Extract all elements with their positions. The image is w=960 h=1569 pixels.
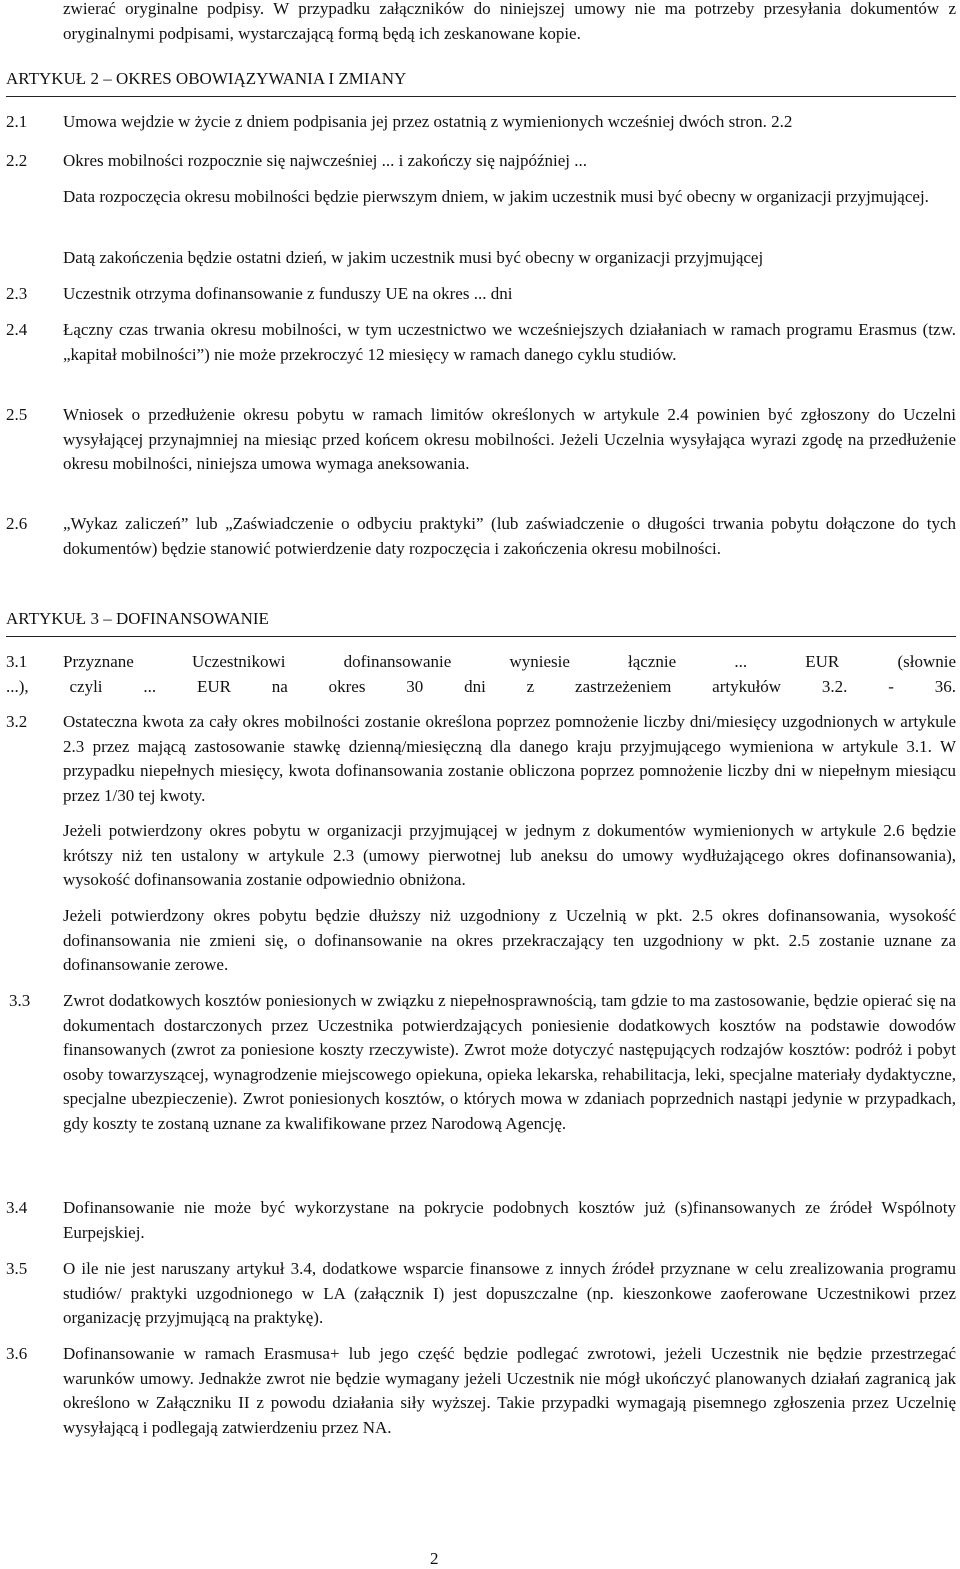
clause-number: 2.2 <box>6 151 28 170</box>
clause-text: „Wykaz zaliczeń” lub „Zaświadczenie o odbyciu praktyki” (lub zaświadczenie o długości trwania pobytu dołączone do tych dokumentów) będzie stanowić potwierdzenie daty rozpoczęcia i zakończenia okresu mobilności. <box>63 514 956 558</box>
clause-text: Dofinansowanie w ramach Erasmusa+ lub jego część będzie podlegać zwrotowi, jeżeli Uczestnik nie będzie przestrzegać warunków umowy. Jednakże zwrot nie będzie wymagany jeżeli Uczestnik nie mógł ukończyć planowanych działań zagranicą jak określono w Załączniku II z powodu działania siły wyższej. Takie przypadki wymagają pisemnego zgłoszenia przez Uczelnię wysyłającą i podlegają zatwierdzeniu przez NA. <box>63 1344 956 1437</box>
clause-number: 3.1 <box>6 652 28 671</box>
clause-number: 2.5 <box>6 405 28 424</box>
clause-text: Ostateczna kwota za cały okres mobilności zostanie określona poprzez pomnożenie liczby dni/miesięcy uzgodnionych w artykule 2.3 przez mającą zastosowanie stawkę dzienną/miesięczną dla danego kraju przyjmującego wymieniona w artykule 3.1. W przypadku niepełnych miesięcy, kwota dofinansowania zostanie obliczona poprzez pomnożenie liczby dni w niepełnym miesiącu przez 1/30 tej kwoty. <box>63 712 956 805</box>
clause-number: 3.3 <box>9 991 31 1010</box>
clause-paragraph: Jeżeli potwierdzony okres pobytu w organizacji przyjmującej w jednym z dokumentów wymienionych w artykule 2.6 będzie krótszy niż ten ustalony w artykule 2.3 (umowy pierwotnej lub aneksu do umowy wydłużającego okres dofinansowania), wysokość dofinansowania zostanie odpowiednio obniżona. <box>63 821 956 890</box>
clause-text: Uczestnik otrzyma dofinansowanie z funduszy UE na okres ... dni <box>63 284 513 303</box>
clause-number: 3.2 <box>6 712 28 731</box>
clause-text: Dofinansowanie nie może być wykorzystane na pokrycie podobnych kosztów już (s)finansowanych ze źródeł Wspólnoty Eurpejskiej. <box>63 1198 956 1242</box>
intro-text: zwierać oryginalne podpisy. W przypadku załączników do niniejszej umowy nie ma potrzeby przesyłania dokumentów z oryginalnymi podpisami, wystarczającą formą będą ich zeskanowane kopie. <box>63 0 956 43</box>
clause-number: 3.6 <box>6 1344 28 1363</box>
clause-paragraph: Jeżeli potwierdzony okres pobytu będzie dłuższy niż uzgodniony z Uczelnią w pkt. 2.5 okres dofinansowania, wysokość dofinansowania nie zmieni się, o dofinansowanie na okres przekraczający ten uzgodniony w pkt. 2.5 zostanie uznane za dofinansowanie zerowe. <box>63 906 956 975</box>
clause-text: Wniosek o przedłużenie okresu pobytu w ramach limitów określonych w artykule 2.4 powinien być zgłoszony do Uczelni wysyłającej przynajmniej na miesiąc przed końcem okresu mobilności. Jeżeli Uczelnia wysyłająca wyrazi zgodę na przedłużenie okresu mobilności, niniejsza umowa wymaga aneksowania. <box>63 405 956 474</box>
clause-number: 3.4 <box>6 1198 28 1217</box>
clause-number: 2.1 <box>6 112 28 131</box>
clause-paragraph: Datą zakończenia będzie ostatni dzień, w jakim uczestnik musi być obecny w organizacji przyjmującej <box>63 248 764 267</box>
clause-text: Zwrot dodatkowych kosztów poniesionych w związku z niepełnosprawnością, tam gdzie to ma zastosowanie, będzie opierać się na dokumentach dostarczonych przez Uczestnika potwierdzających poniesienie dodatkowych kosztów na podstawie dowodów finansowanych (zwrot za poniesione koszty rzeczywiste). Zwrot może dotyczyć następujących rodzajów kosztów: podróż i pobyt osoby towarzyszącej, wynagrodzenie miejscowego opiekuna, opieka lekarska, rehabilitacja, leki, specjalne materiały dydaktyczne, specjalne ubezpieczenie). Zwrot poniesionych kosztów, o których mowa w zdaniach poprzednich nastąpi jedynie w przypadkach, gdy koszty te zostaną uznane za kwalifikowane przez Narodową Agencję. <box>63 991 956 1133</box>
article-heading: ARTYKUŁ 2 – OKRES OBOWIĄZYWANIA I ZMIANY <box>6 67 956 97</box>
clause-number: 3.5 <box>6 1259 28 1278</box>
clause-text: O ile nie jest naruszany artykuł 3.4, dodatkowe wsparcie finansowe z innych źródeł przyznane w celu zrealizowania programu studiów/ praktyki uzgodnionego w LA (załącznik I) jest dopuszczalne (np. kieszonkowe zaoferowane Uczestnikowi przez organizację przyjmującą na praktykę). <box>63 1259 956 1328</box>
clause-number: 2.3 <box>6 284 28 303</box>
clause-text: Przyznane Uczestnikowi dofinansowanie wyniesie łącznie ... EUR (słownie ...), czyli ... EUR na okres 30 dni z zastrzeżeniem artykułów 3.2. - 36. <box>6 652 956 696</box>
clause-paragraph: Data rozpoczęcia okresu mobilności będzie pierwszym dniem, w jakim uczestnik musi być obecny w organizacji przyjmującej. <box>63 187 929 206</box>
clause-number: 2.4 <box>6 320 28 339</box>
article-heading: ARTYKUŁ 3 – DOFINANSOWANIE <box>6 607 956 637</box>
clause-number: 2.6 <box>6 514 28 533</box>
clause-text: Łączny czas trwania okresu mobilności, w tym uczestnictwo we wcześniejszych działaniach w ramach programu Erasmus (tzw. „kapitał mobilności”) nie może przekroczyć 12 miesięcy w ramach danego cyklu studiów. <box>63 320 956 364</box>
clause-text: Umowa wejdzie w życie z dniem podpisania jej przez ostatnią z wymienionych wcześniej dwóch stron. 2.2 <box>63 112 793 131</box>
intro-paragraph <box>63 0 956 46</box>
page-number: 2 <box>430 1549 439 1568</box>
clause-text: Okres mobilności rozpocznie się najwcześniej ... i zakończy się najpóźniej ... <box>63 151 587 170</box>
